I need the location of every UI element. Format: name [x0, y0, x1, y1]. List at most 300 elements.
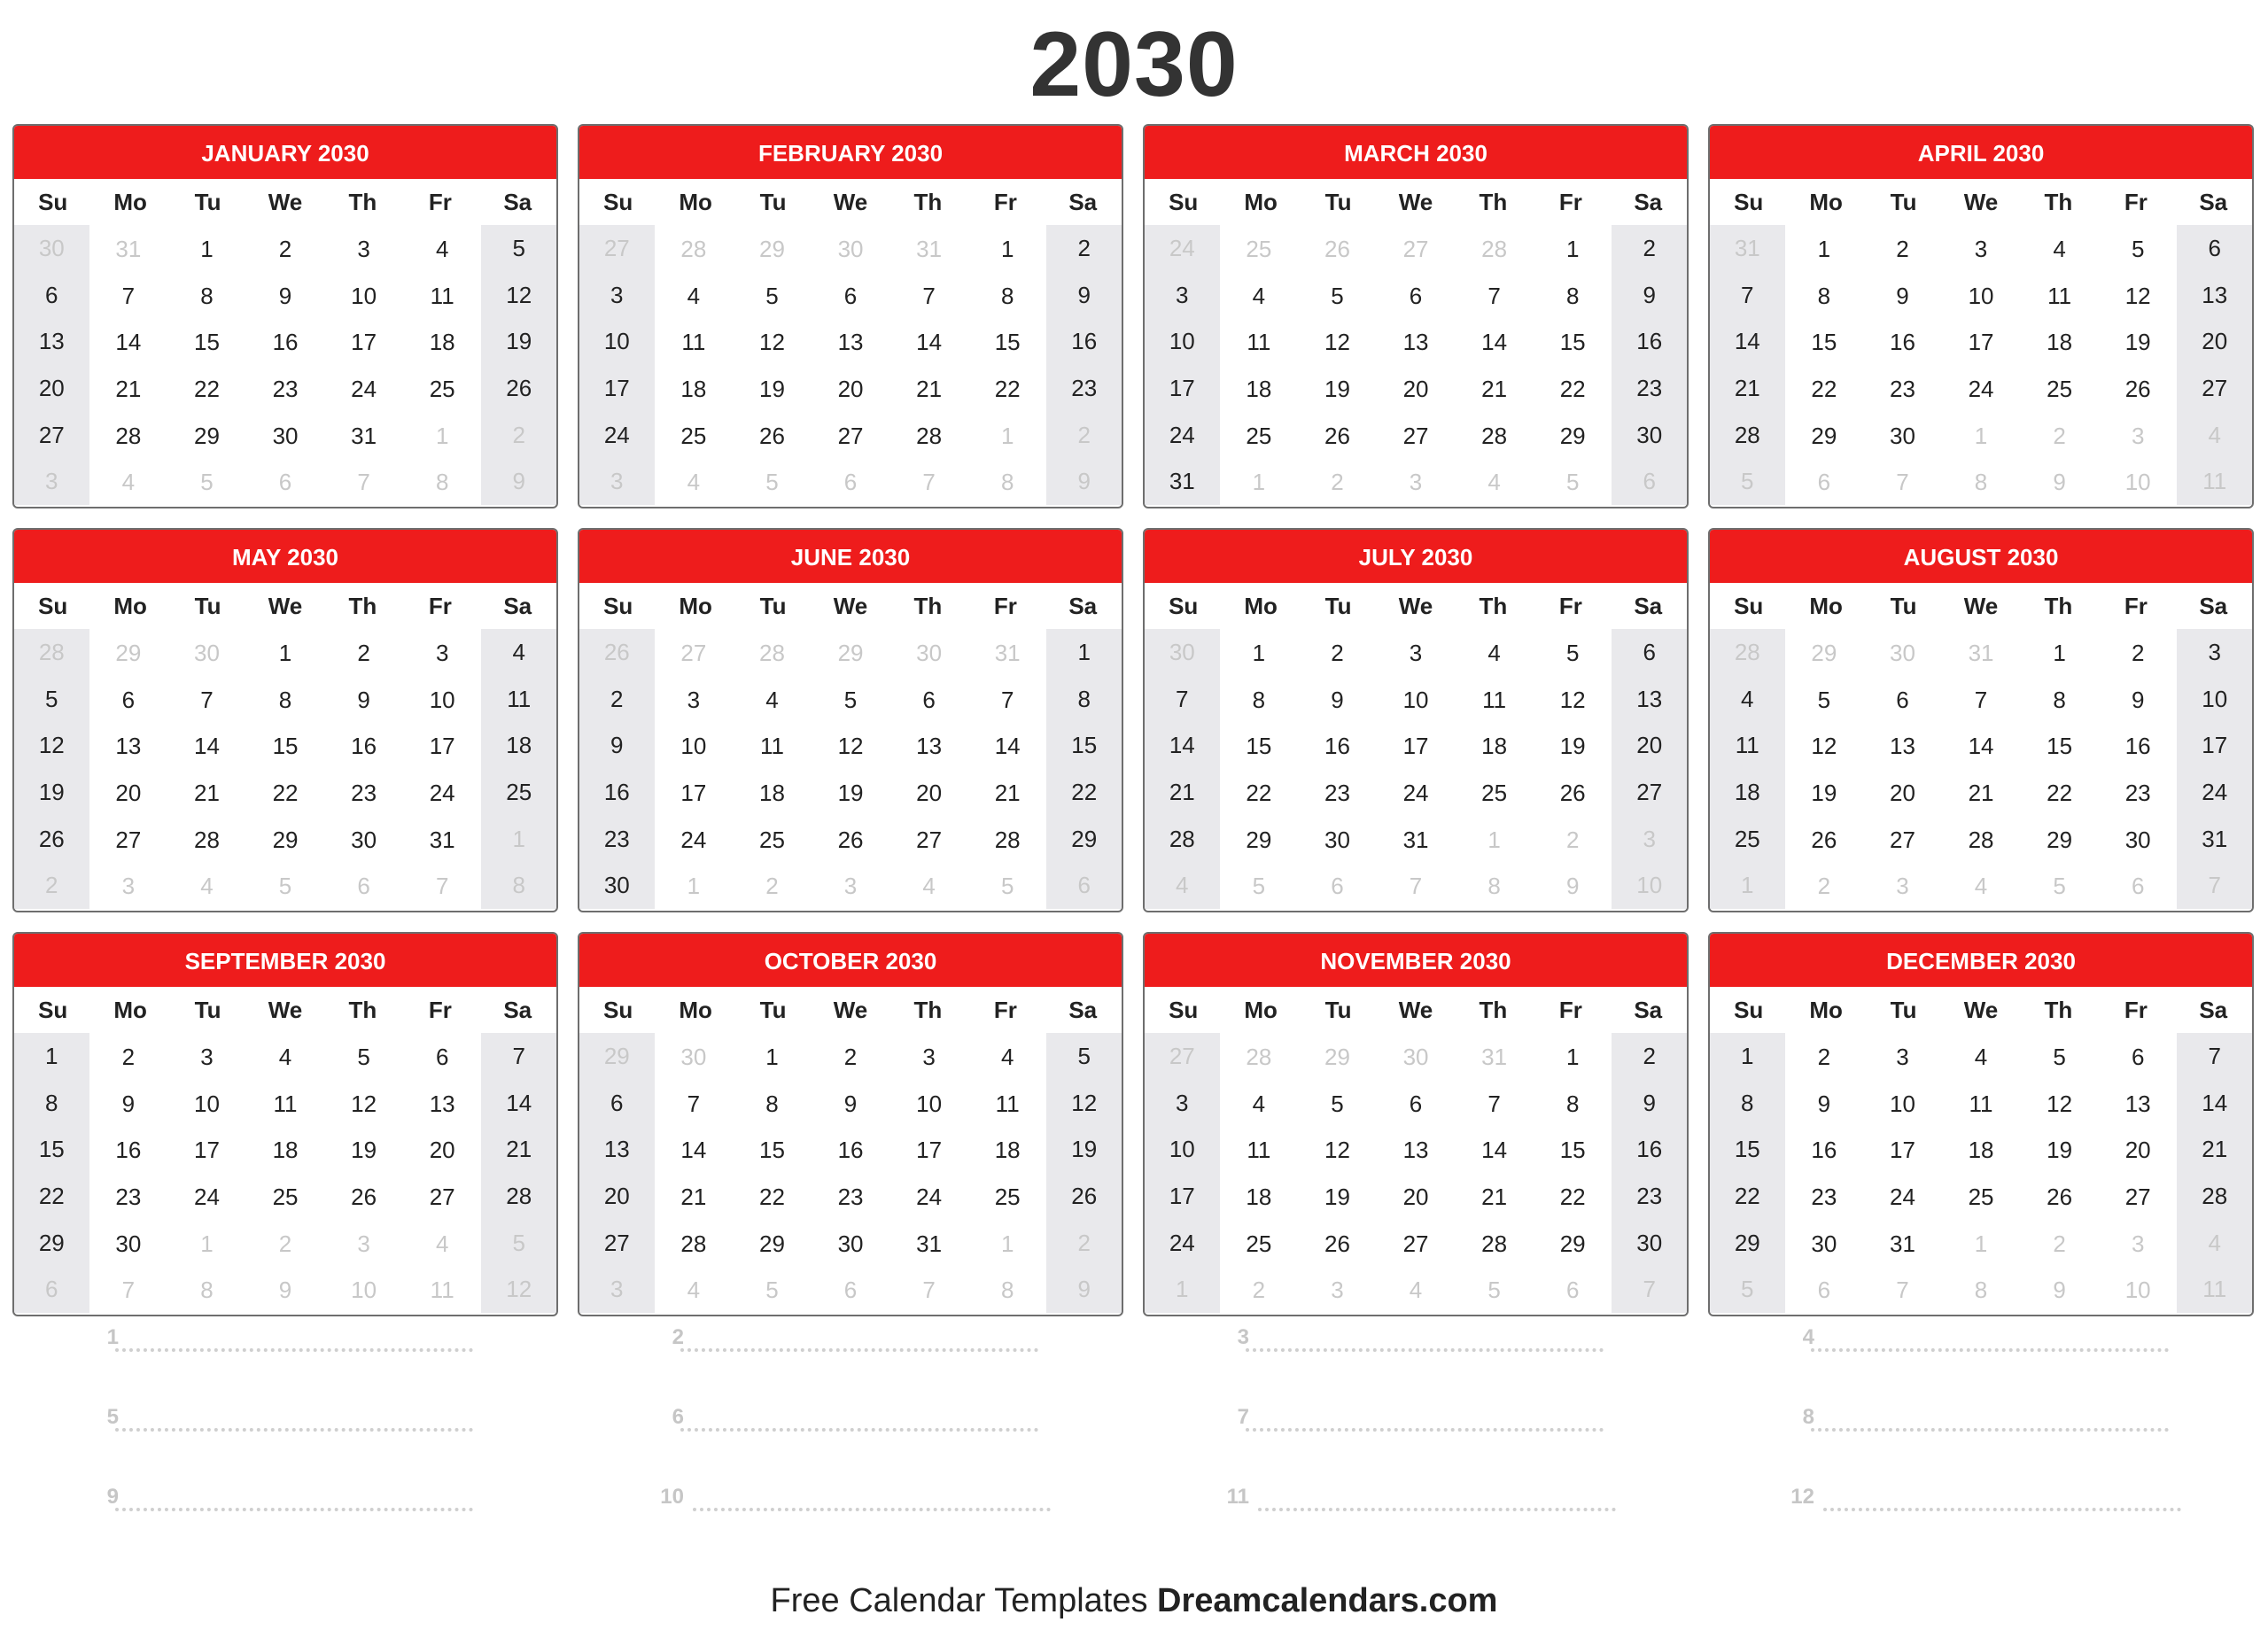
day-cell: 15 [2022, 724, 2097, 768]
day-cell: 22 [14, 1173, 89, 1220]
day-cell: 29 [248, 818, 323, 862]
month-title: AUGUST 2030 [1710, 530, 2252, 583]
weekday-label: Th [348, 997, 377, 1023]
day-cell-outside: 2 [1222, 1268, 1297, 1312]
day-cell: 1 [169, 227, 245, 271]
day-cell: 7 [169, 678, 245, 722]
day-cell: 14 [970, 724, 1045, 768]
day-cell: 24 [1145, 1220, 1220, 1267]
day-cell: 5 [2022, 1035, 2097, 1079]
week-row [14, 1033, 556, 1080]
day-cell-outside: 4 [1456, 460, 1532, 504]
day-cell-outside: 6 [813, 460, 889, 504]
day-cell-outside: 6 [248, 460, 323, 504]
day-cell: 28 [1456, 1222, 1532, 1266]
day-cell-outside: 3 [2101, 1222, 2176, 1266]
month-9 [12, 932, 558, 1316]
day-cell: 23 [813, 1175, 889, 1219]
month-8 [1708, 528, 2254, 912]
day-cell: 21 [1145, 769, 1220, 816]
month-12 [1708, 932, 2254, 1316]
day-cell-outside: 6 [1535, 1268, 1611, 1312]
day-cell-outside: 10 [1612, 862, 1687, 909]
note-dotted-line [1811, 1428, 2169, 1432]
day-cell: 27 [14, 412, 89, 459]
week-row [579, 1220, 1122, 1267]
day-cell: 16 [1865, 320, 1940, 364]
note-dotted-line [680, 1348, 1038, 1352]
day-cell: 17 [326, 320, 401, 364]
day-cell: 29 [734, 1222, 810, 1266]
week-row [1145, 1126, 1687, 1173]
day-cell: 11 [248, 1082, 323, 1126]
day-cell: 23 [1300, 771, 1375, 815]
day-cell: 8 [1535, 1082, 1611, 1126]
day-cell: 22 [1535, 1175, 1611, 1219]
notes-section [12, 1320, 2266, 1559]
day-cell-outside: 4 [1145, 862, 1220, 909]
day-cell: 28 [481, 1173, 556, 1220]
day-cell: 12 [734, 320, 810, 364]
note-line-item [12, 1400, 578, 1479]
day-cell: 1 [1710, 1033, 1785, 1080]
day-cell-outside: 28 [1222, 1035, 1297, 1079]
weekday-label: Sa [503, 189, 532, 215]
week-row [1145, 365, 1687, 412]
day-cell-outside: 29 [1300, 1035, 1375, 1079]
day-cell: 4 [656, 274, 732, 318]
day-cell: 16 [1787, 1128, 1862, 1172]
day-cell: 31 [405, 818, 480, 862]
day-cell: 6 [91, 678, 167, 722]
day-cell: 27 [2177, 365, 2252, 412]
week-row [14, 318, 556, 365]
day-cell: 8 [1710, 1080, 1785, 1127]
weekday-label: Sa [1068, 997, 1098, 1023]
day-cell: 6 [405, 1035, 480, 1079]
week-row [1710, 1266, 2252, 1313]
day-cell: 3 [656, 678, 732, 722]
day-cell: 21 [2177, 1126, 2252, 1173]
weekday-label: Sa [2199, 997, 2228, 1023]
day-cell: 16 [326, 724, 401, 768]
week-row [1145, 629, 1687, 676]
note-number: 11 [1226, 1485, 1249, 1509]
day-cell-outside: 30 [891, 631, 967, 675]
weekday-label: Mo [1809, 189, 1843, 215]
week-row [1710, 769, 2252, 816]
day-cell-outside: 4 [1379, 1268, 1454, 1312]
day-cell: 16 [579, 769, 655, 816]
day-cell-outside: 1 [1145, 1266, 1220, 1313]
day-cell: 9 [1612, 272, 1687, 319]
day-cell: 27 [579, 1220, 655, 1267]
month-4 [1708, 124, 2254, 508]
day-cell-outside: 2 [248, 1222, 323, 1266]
day-cell-outside: 30 [1145, 629, 1220, 676]
day-cell: 23 [2101, 771, 2176, 815]
day-cell: 2 [813, 1035, 889, 1079]
day-cell: 12 [326, 1082, 401, 1126]
day-cell: 12 [1535, 678, 1611, 722]
day-cell: 4 [734, 678, 810, 722]
day-cell: 5 [1787, 678, 1862, 722]
day-cell: 23 [579, 816, 655, 863]
day-cell-outside: 1 [405, 414, 480, 458]
weekday-label: Th [348, 593, 377, 619]
weekday-header [579, 583, 1122, 629]
week-row [14, 225, 556, 272]
day-cell: 22 [1046, 769, 1122, 816]
day-cell: 16 [248, 320, 323, 364]
day-cell: 7 [1456, 274, 1532, 318]
day-cell: 19 [481, 318, 556, 365]
day-cell-outside: 6 [813, 1268, 889, 1312]
day-cell-outside: 8 [1944, 460, 2019, 504]
calendar-grid [12, 124, 2254, 1316]
note-number: 10 [660, 1485, 684, 1509]
weekday-label: Sa [2199, 593, 2228, 619]
day-cell: 1 [970, 227, 1045, 271]
day-cell: 7 [481, 1033, 556, 1080]
day-cell: 12 [2101, 274, 2176, 318]
week-row [1145, 676, 1687, 723]
day-cell: 13 [579, 1126, 655, 1173]
day-cell: 8 [1787, 274, 1862, 318]
day-cell: 29 [1535, 1222, 1611, 1266]
weekday-label: Mo [1809, 593, 1843, 619]
week-row [1145, 412, 1687, 459]
day-cell: 5 [14, 676, 89, 723]
day-cell-outside: 2 [1046, 1220, 1122, 1267]
day-cell: 31 [2177, 816, 2252, 863]
day-cell: 7 [1944, 678, 2019, 722]
day-cell-outside: 5 [734, 1268, 810, 1312]
day-cell-outside: 2 [481, 412, 556, 459]
day-cell: 12 [481, 272, 556, 319]
day-cell-outside: 1 [1710, 862, 1785, 909]
day-cell: 1 [1535, 1035, 1611, 1079]
day-cell: 16 [1046, 318, 1122, 365]
day-cell: 13 [1612, 676, 1687, 723]
day-cell-outside: 5 [1535, 460, 1611, 504]
day-cell: 3 [1145, 272, 1220, 319]
day-cell: 7 [1145, 676, 1220, 723]
day-cell-outside: 1 [970, 1222, 1045, 1266]
day-cell-outside: 3 [2101, 414, 2176, 458]
day-cell-outside: 2 [1046, 412, 1122, 459]
week-row [1145, 1173, 1687, 1220]
day-cell: 6 [2101, 1035, 2176, 1079]
day-cell: 6 [579, 1080, 655, 1127]
day-cell: 29 [1787, 414, 1862, 458]
day-cell: 4 [970, 1035, 1045, 1079]
day-cell: 10 [656, 724, 732, 768]
month-title: JUNE 2030 [579, 530, 1122, 583]
weekday-header [14, 987, 556, 1033]
weekday-label: We [833, 997, 868, 1023]
day-cell-outside: 4 [656, 460, 732, 504]
week-row [579, 365, 1122, 412]
day-cell-outside: 7 [1612, 1266, 1687, 1313]
weekday-label: Su [38, 997, 68, 1023]
day-cell-outside: 1 [970, 414, 1045, 458]
week-row [579, 458, 1122, 505]
day-cell: 10 [169, 1082, 245, 1126]
day-cell: 13 [405, 1082, 480, 1126]
day-cell: 29 [1710, 1220, 1785, 1267]
day-cell: 18 [2022, 320, 2097, 364]
day-cell: 18 [248, 1128, 323, 1172]
week-row [14, 816, 556, 863]
weekday-label: Fr [993, 997, 1017, 1023]
day-cell-outside: 5 [734, 460, 810, 504]
day-cell: 3 [1379, 631, 1454, 675]
week-row [14, 629, 556, 676]
day-cell-outside: 7 [405, 864, 480, 908]
week-row [579, 722, 1122, 769]
month-7 [1143, 528, 1689, 912]
day-cell-outside: 6 [2101, 864, 2176, 908]
day-cell-outside: 3 [91, 864, 167, 908]
day-cell-outside: 5 [1222, 864, 1297, 908]
day-cell: 27 [813, 414, 889, 458]
note-number: 6 [672, 1405, 684, 1429]
weekday-header [14, 583, 556, 629]
footer-brand-link[interactable]: Dreamcalendars.com [1157, 1582, 1498, 1619]
weekday-label: Mo [1809, 997, 1843, 1023]
weekday-label: We [1398, 189, 1433, 215]
day-cell-outside: 10 [326, 1268, 401, 1312]
note-dotted-line [115, 1348, 473, 1352]
day-cell: 15 [1535, 1128, 1611, 1172]
day-cell: 8 [248, 678, 323, 722]
day-cell: 19 [1300, 367, 1375, 411]
day-cell: 3 [891, 1035, 967, 1079]
day-cell: 3 [579, 272, 655, 319]
day-cell: 20 [2101, 1128, 2176, 1172]
day-cell-outside: 6 [326, 864, 401, 908]
note-dotted-line [1823, 1508, 2181, 1511]
week-row [14, 722, 556, 769]
day-cell: 27 [1612, 769, 1687, 816]
day-cell: 1 [1046, 629, 1122, 676]
weekday-label: We [268, 997, 303, 1023]
week-row [579, 769, 1122, 816]
day-cell: 4 [481, 629, 556, 676]
day-cell: 16 [813, 1128, 889, 1172]
week-row [1145, 1080, 1687, 1127]
day-cell-outside: 28 [656, 227, 732, 271]
day-cell-outside: 1 [656, 864, 732, 908]
note-line-item [1143, 1320, 1708, 1400]
week-row [1145, 769, 1687, 816]
day-cell: 2 [579, 676, 655, 723]
day-cell: 19 [1300, 1175, 1375, 1219]
day-cell: 20 [2177, 318, 2252, 365]
week-row [14, 1173, 556, 1220]
day-cell: 21 [891, 367, 967, 411]
day-cell: 19 [1535, 724, 1611, 768]
day-cell: 21 [970, 771, 1045, 815]
day-cell-outside: 8 [1456, 864, 1532, 908]
note-number: 7 [1237, 1405, 1249, 1429]
day-cell: 28 [970, 818, 1045, 862]
day-cell: 15 [970, 320, 1045, 364]
day-cell: 20 [14, 365, 89, 412]
day-cell: 9 [248, 274, 323, 318]
day-cell: 9 [1046, 272, 1122, 319]
week-row [14, 412, 556, 459]
day-cell: 26 [1300, 414, 1375, 458]
day-cell-outside: 31 [1944, 631, 2019, 675]
day-cell: 25 [970, 1175, 1045, 1219]
day-cell-outside: 3 [1865, 864, 1940, 908]
day-cell: 10 [326, 274, 401, 318]
day-cell-outside: 29 [579, 1033, 655, 1080]
day-cell: 15 [1710, 1126, 1785, 1173]
day-cell: 2 [1300, 631, 1375, 675]
week-row [1145, 1033, 1687, 1080]
day-cell: 24 [1379, 771, 1454, 815]
day-cell: 12 [1300, 1128, 1375, 1172]
day-cell-outside: 9 [1535, 864, 1611, 908]
weekday-label: Tu [759, 997, 787, 1023]
week-row [1710, 1033, 2252, 1080]
day-cell: 22 [248, 771, 323, 815]
day-cell: 25 [1710, 816, 1785, 863]
day-cell-outside: 8 [405, 460, 480, 504]
day-cell: 11 [1222, 1128, 1297, 1172]
day-cell: 13 [1379, 320, 1454, 364]
day-cell: 18 [1456, 724, 1532, 768]
day-cell-outside: 4 [891, 864, 967, 908]
month-title: OCTOBER 2030 [579, 934, 1122, 987]
day-cell-outside: 11 [405, 1268, 480, 1312]
weekday-label: Fr [428, 997, 452, 1023]
day-cell-outside: 3 [1379, 460, 1454, 504]
week-row [1710, 816, 2252, 863]
day-cell: 20 [1379, 367, 1454, 411]
day-cell: 11 [1456, 678, 1532, 722]
week-row [14, 676, 556, 723]
day-cell: 14 [2177, 1080, 2252, 1127]
week-row [1710, 272, 2252, 319]
day-cell: 27 [1379, 1222, 1454, 1266]
day-cell-outside: 3 [579, 458, 655, 505]
day-cell-outside: 6 [1787, 1268, 1862, 1312]
day-cell: 22 [169, 367, 245, 411]
weekday-label: Tu [759, 189, 787, 215]
day-cell-outside: 2 [1300, 460, 1375, 504]
day-cell: 24 [1865, 1175, 1940, 1219]
day-cell-outside: 29 [1787, 631, 1862, 675]
day-cell: 10 [891, 1082, 967, 1126]
week-row [1145, 458, 1687, 505]
day-cell: 18 [1710, 769, 1785, 816]
day-cell-outside: 29 [813, 631, 889, 675]
day-cell-outside: 31 [91, 227, 167, 271]
day-cell: 26 [481, 365, 556, 412]
day-cell-outside: 9 [248, 1268, 323, 1312]
day-cell: 28 [891, 414, 967, 458]
day-cell: 10 [1865, 1082, 1940, 1126]
week-row [579, 816, 1122, 863]
weekday-label: Su [38, 593, 68, 619]
weekday-label: Mo [113, 189, 147, 215]
day-cell: 4 [248, 1035, 323, 1079]
weekday-label: Mo [1244, 997, 1278, 1023]
weekday-label: Fr [2124, 189, 2148, 215]
day-cell: 13 [1865, 724, 1940, 768]
day-cell: 23 [1612, 365, 1687, 412]
day-cell: 3 [169, 1035, 245, 1079]
day-cell: 14 [656, 1128, 732, 1172]
day-cell: 27 [891, 818, 967, 862]
day-cell: 30 [813, 1222, 889, 1266]
day-cell: 4 [1222, 1082, 1297, 1126]
week-row [1710, 412, 2252, 459]
day-cell: 24 [1944, 367, 2019, 411]
day-cell: 4 [1456, 631, 1532, 675]
note-dotted-line [115, 1508, 473, 1511]
day-cell-outside: 30 [813, 227, 889, 271]
day-cell: 20 [1379, 1175, 1454, 1219]
weekday-label: Sa [503, 593, 532, 619]
day-cell-outside: 9 [1046, 458, 1122, 505]
weekday-label: Su [38, 189, 68, 215]
weekday-label: Mo [679, 593, 712, 619]
weekday-label: Fr [1558, 593, 1582, 619]
day-cell: 30 [1787, 1222, 1862, 1266]
day-cell: 21 [169, 771, 245, 815]
day-cell-outside: 26 [1300, 227, 1375, 271]
weekday-label: Th [348, 189, 377, 215]
weekday-label: Tu [1324, 189, 1352, 215]
day-cell: 24 [656, 818, 732, 862]
day-cell-outside: 5 [1710, 458, 1785, 505]
day-cell: 6 [1379, 274, 1454, 318]
day-cell: 5 [326, 1035, 401, 1079]
week-row [579, 318, 1122, 365]
weekday-header [579, 179, 1122, 225]
day-cell-outside: 10 [2101, 1268, 2176, 1312]
note-dotted-line [1246, 1348, 1604, 1352]
day-cell: 29 [2022, 818, 2097, 862]
note-number: 8 [1802, 1405, 1814, 1429]
day-cell: 27 [91, 818, 167, 862]
weekday-label: Th [913, 593, 943, 619]
day-cell: 28 [1145, 816, 1220, 863]
day-cell: 21 [656, 1175, 732, 1219]
day-cell: 30 [326, 818, 401, 862]
day-cell: 3 [1944, 227, 2019, 271]
day-cell: 13 [1379, 1128, 1454, 1172]
day-cell-outside: 4 [656, 1268, 732, 1312]
note-dotted-line [1258, 1508, 1616, 1511]
day-cell-outside: 24 [1145, 225, 1220, 272]
day-cell-outside: 7 [1379, 864, 1454, 908]
day-cell-outside: 9 [2022, 460, 2097, 504]
day-cell: 5 [1300, 1082, 1375, 1126]
week-row [14, 1080, 556, 1127]
day-cell: 17 [656, 771, 732, 815]
day-cell: 6 [1865, 678, 1940, 722]
day-cell-outside: 6 [14, 1266, 89, 1313]
note-dotted-line [1246, 1428, 1604, 1432]
day-cell: 22 [1222, 771, 1297, 815]
day-cell: 20 [91, 771, 167, 815]
